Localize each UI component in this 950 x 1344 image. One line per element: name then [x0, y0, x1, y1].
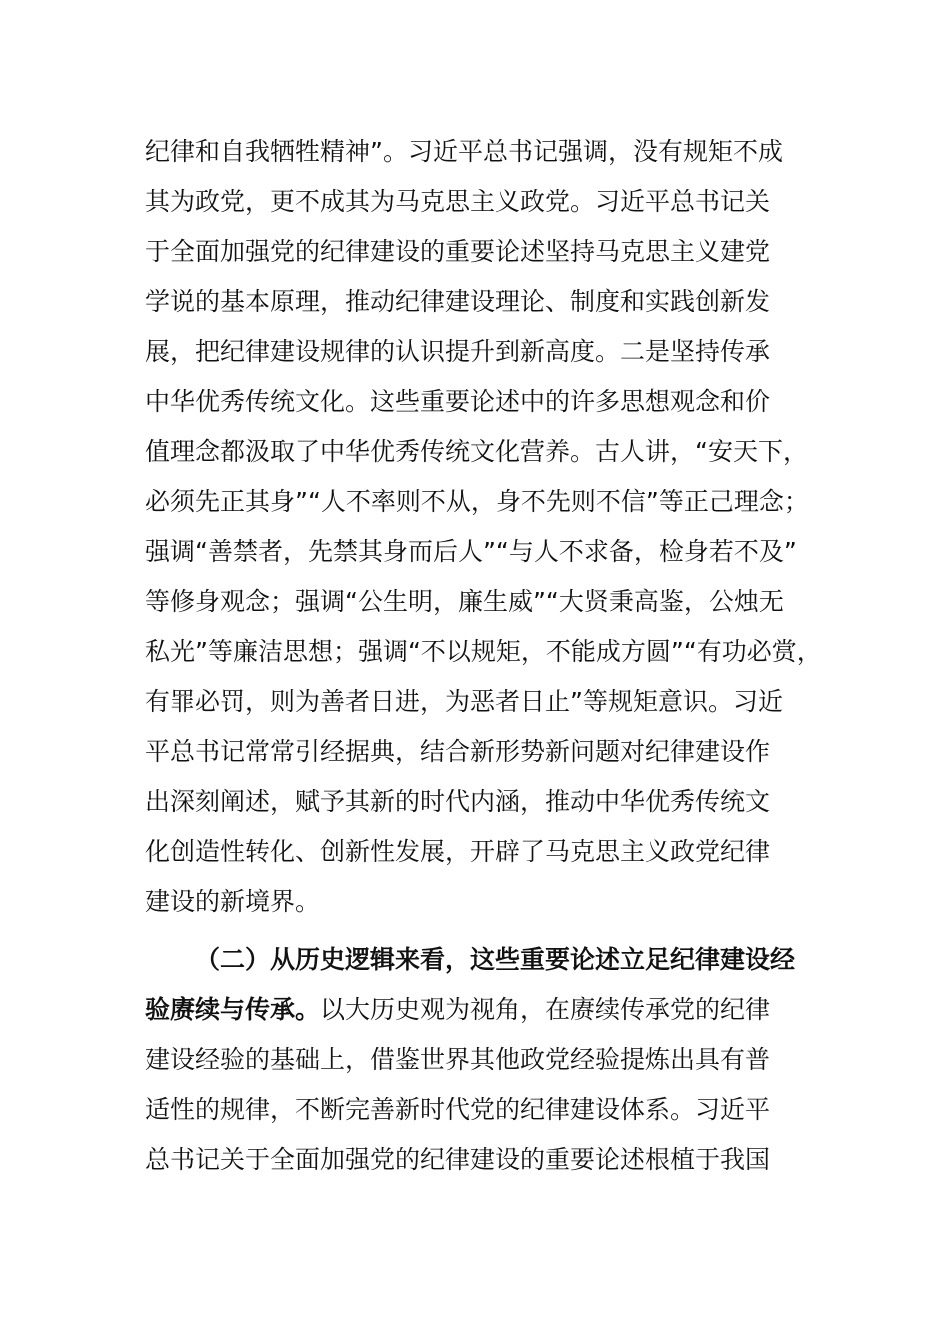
- text-line: 纪律和自我牺牲精神”。习近平总书记强调，没有规矩不成: [145, 137, 783, 166]
- text-line: 等修身观念；强调“公生明，廉生威”“大贤秉高鉴，公烛无: [145, 587, 784, 616]
- paragraph-historical-logic: [145, 935, 835, 1185]
- section-heading-end: 验赓续与传承。: [145, 995, 321, 1024]
- text-line: 值理念都汲取了中华优秀传统文化营养。古人讲，“安天下，: [145, 437, 808, 466]
- text-line: 必须先正其身”“人不率则不从，身不先则不信”等正己理念；: [145, 487, 809, 516]
- text-line: [145, 985, 835, 1035]
- text-line: 展，把纪律建设规律的认识提升到新高度。二是坚持传承: [145, 337, 771, 366]
- text-line: 建设的新境界。: [145, 887, 321, 916]
- text-line: 学说的基本原理，推动纪律建设理论、制度和实践创新发: [145, 287, 771, 316]
- text-line: 中华优秀传统文化。这些重要论述中的许多思想观念和价: [145, 387, 771, 416]
- text-line: 建设经验的基础上，借鉴世界其他政党经验提炼出具有普: [145, 1045, 771, 1074]
- text-line: 其为政党，更不成其为马克思主义政党。习近平总书记关: [145, 187, 771, 216]
- text-line: 平总书记常常引经据典，结合新形势新问题对纪律建设作: [145, 737, 771, 766]
- text-line: 适性的规律，不断完善新时代党的纪律建设体系。习近平: [145, 1095, 771, 1124]
- text-line: 私光”等廉洁思想；强调“不以规矩，不能成方圆”“有功必赏，: [145, 637, 822, 666]
- text-line: 强调“善禁者，先禁其身而后人”“与人不求备，检身若不及”: [145, 537, 797, 566]
- text-line: 有罪必罚，则为善者日进，为恶者日止”等规矩意识。习近: [145, 687, 783, 716]
- section-heading: （二）从历史逻辑来看，这些重要论述立足纪律建设经: [195, 945, 796, 974]
- text-line: 总书记关于全面加强党的纪律建设的重要论述根植于我国: [145, 1145, 771, 1174]
- paragraph-discipline-theory: [145, 127, 835, 927]
- text-line: 于全面加强党的纪律建设的重要论述坚持马克思主义建党: [145, 237, 771, 266]
- text-line: 出深刻阐述，赋予其新的时代内涵，推动中华优秀传统文: [145, 787, 771, 816]
- text-span: 以大历史观为视角，在赓续传承党的纪律: [320, 995, 771, 1024]
- text-line: 化创造性转化、创新性发展，开辟了马克思主义政党纪律: [145, 837, 771, 866]
